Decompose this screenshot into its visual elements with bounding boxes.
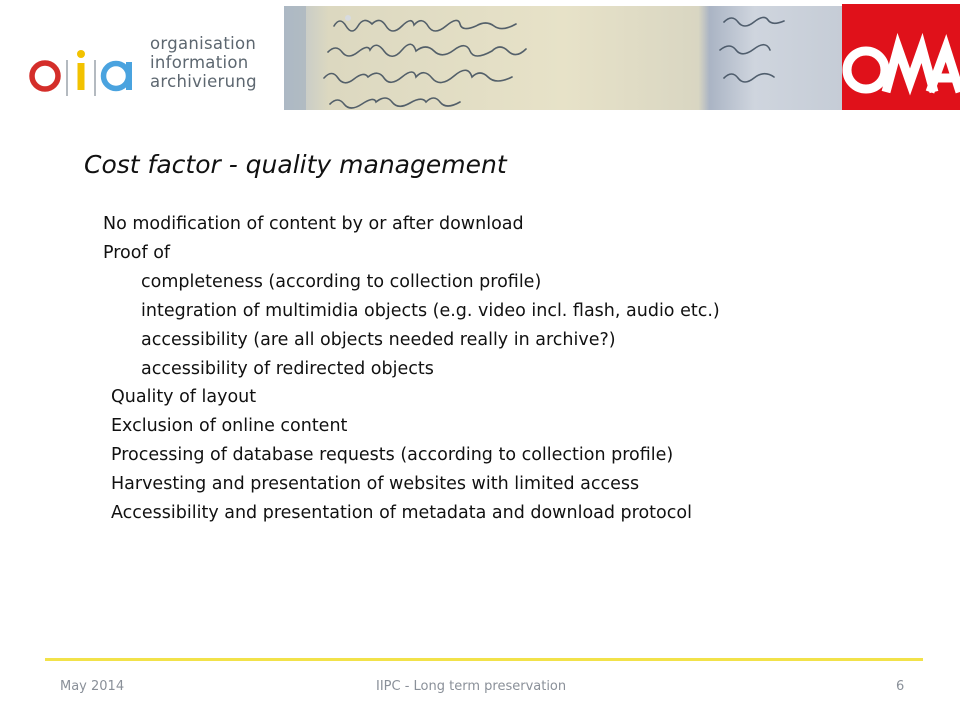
logo-text-line: organisation: [150, 34, 257, 53]
list-item-sub: integration of multimidia objects (e.g. video incl. flash, audio etc.): [141, 301, 720, 321]
oia-logo-mark: [28, 44, 140, 102]
list-item: No modification of content by or after download: [103, 214, 524, 234]
list-item: Processing of database requests (according to collection profile): [111, 445, 674, 465]
list-item-sub: completeness (according to collection profile): [141, 272, 542, 292]
list-item: Accessibility and presentation of metadata and download protocol: [111, 503, 692, 523]
list-item: Quality of layout: [111, 387, 257, 407]
list-item-sub: accessibility (are all objects needed really in archive?): [141, 330, 616, 350]
logo-text-line: information: [150, 53, 249, 72]
list-item: Harvesting and presentation of websites with limited access: [111, 474, 640, 494]
oma-logo: [842, 4, 960, 110]
list-item: Exclusion of online content: [111, 416, 348, 436]
footer-divider: [45, 658, 923, 661]
logo-text-line: archivierung: [150, 72, 257, 91]
page-number: 6: [896, 679, 905, 694]
handwriting-banner-image: [284, 6, 844, 110]
list-item-sub: accessibility of redirected objects: [141, 359, 434, 379]
list-item: Proof of: [103, 243, 171, 263]
footer-title: IIPC - Long term preservation: [376, 679, 567, 694]
oia-logo-wordmark: [150, 34, 257, 91]
slide-title: Cost factor - quality management: [84, 150, 507, 179]
footer-date: May 2014: [60, 679, 125, 694]
oia-logo: [28, 30, 268, 110]
